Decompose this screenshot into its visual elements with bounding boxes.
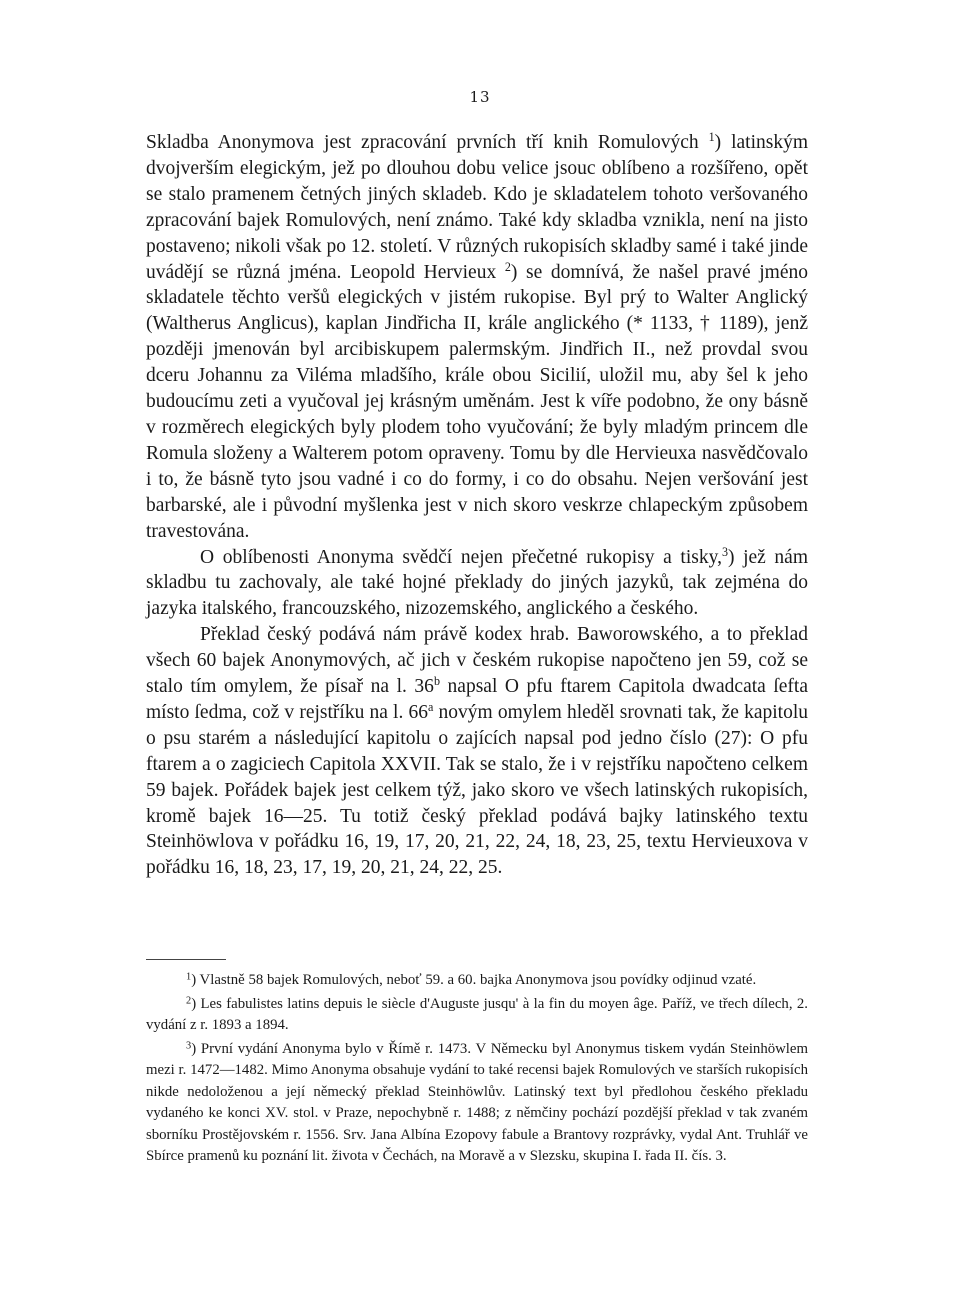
text-run: Překlad český podává nám právě kodex hrab. Baworowského, a to překlad všech 60 bajek Anonymových, ač jich v českém rukopise napočteno jen 59, což se stalo tím omylem, že písař na l. 36 bbox=[146, 624, 808, 698]
text-run: novým omylem hleděl srovnati tak, že kapitolu o psu starém a následující kapitolu o zajících napsal pod jedno číslo (27): O pfu ftarem a o zagiciech Capitola XXVII. Tak se stalo, že i v rejstříku napočteno celkem 59 bajek. Pořádek bajek jest celkem týž, jako skoro ve všech latinských rukopisích, kromě bajek 16—25. Tu totiž český překlad podává bajky latinského textu Steinhöwlova v pořádku 16, 19, 17, 20, 21, 22, 24, 18, 23, 25, textu Hervieuxova v pořádku 16, 18, 23, 17, 19, 20, 21, 24, 22, 25. bbox=[146, 701, 808, 879]
text-run: ) se domnívá, že našel pravé jméno skladatele těchto veršů elegických v jistém rukopise. Byl prý to Walter Anglický (Waltherus Anglicus), kaplan Jindřicha II, krále anglického (* 1133, † 1189), jenž později jmenován byl arcibiskupem palermským. Jindřich II., než provdal svou dceru Johannu za Viléma mladšího, krále obou Sicilií, uložil mu, aby šel k jeho budoucímu zeti a vyučoval jej krásným uměnám. Jest k víře podobno, že ony básně v rozměrech elegických byly plodem toho vyučování; že byly mladým princem dle Romula složeny a Walterem potom opraveny. Tomu by dle Hervieuxa nasvědčovalo i to, že básně tyto jsou vadné i co do formy, i co do obsahu. Nejen veršování jest barbarské, ale i původní myšlenka jest v nich skoro veskrze chlapeckým způsobem travestována. bbox=[146, 261, 808, 542]
footnote-text: ) První vydání Anonyma bylo v Římě r. 1473. V Německu byl Anonymus tiskem vydán Steinhöwlem mezi r. 1472—1482. Mimo Anonyma obsahuje vydání to také recensi bajek Romulových ve starších rukopisích nikde nedoloženou a její německý překlad Steinhöwlův. Latinský text byl předlohou českého překladu vydaného ke konci XV. stol. v Praze, nepochybně r. 1488; z němčiny pochází pozdější překlad v tak zvaném sborníku Prostějovském r. 1556. Srv. Jana Albína Ezopovy fabule a Brantovy rozprávky, vydal Ant. Truhlář ve Sbírce pramenů ku poznání lit. života v Čechách, na Moravě a v Slezsku, skupina I. řada II. čís. 3. bbox=[146, 1040, 808, 1164]
page-number: 13 bbox=[469, 88, 491, 106]
paragraph bbox=[146, 130, 808, 545]
folio-superscript: b bbox=[433, 673, 440, 688]
footnote-reference: 3 bbox=[721, 544, 728, 559]
footnotes bbox=[146, 970, 808, 1168]
text-run: napsal O pfu ftarem Capitola dwadcata ſefta místo ſedma, což v rejstříku na l. 66 bbox=[146, 676, 808, 723]
text-run: ) jež nám skladbu tu zachovaly, ale také hojné překlady do jiných jazyků, tak zejména do jazyka italského, francouzského, nizozemského, anglického a českého. bbox=[146, 546, 809, 620]
footnote-reference: 2 bbox=[504, 259, 511, 274]
footnote-separator bbox=[146, 959, 226, 960]
text-run: O oblíbenosti Anonyma svědčí nejen přečetné rukopisy a tisky, bbox=[200, 546, 722, 568]
text-run: ) latinským dvojverším elegickým, jež po dlouhou dobu velice jsouc oblíbeno a rozšířeno, opět se stalo pramenem četných jiných skladeb. Kdo je skladatelem tohoto veršovaného zpracování bajek Romulových, není známo. Také kdy skladba vznikla, není na jisto postaveno; nikoli však po 12. století. V různých rukopisích skladby samé i také jinde uvádějí se různá jména. Leopold Hervieux bbox=[146, 132, 808, 283]
paragraph bbox=[146, 622, 808, 881]
footnote-text: ) Vlastně 58 bajek Romulových, neboť 59. a 60. bajka Anonymova jsou povídky odjinud vzaté. bbox=[191, 972, 757, 988]
footnote-mark: 3 bbox=[186, 1039, 192, 1051]
footnote-mark: 1 bbox=[186, 971, 192, 983]
footnote-text: ) Les fabulistes latins depuis le siècle d'Auguste jusqu' à la fin du moyen âge. Paříž, ve třech dílech, 2. vydání z r. 1893 a 1894. bbox=[146, 995, 808, 1033]
footnote-reference: 1 bbox=[708, 129, 715, 144]
footnote bbox=[146, 994, 808, 1037]
main-text bbox=[146, 130, 808, 881]
folio-superscript: a bbox=[428, 699, 434, 714]
footnote bbox=[146, 1039, 808, 1168]
text-run: Skladba Anonymova jest zpracování prvních tří knih Romulových bbox=[146, 132, 709, 153]
footnote-mark: 2 bbox=[186, 994, 192, 1006]
paragraph bbox=[146, 545, 808, 623]
footnote bbox=[146, 970, 808, 992]
